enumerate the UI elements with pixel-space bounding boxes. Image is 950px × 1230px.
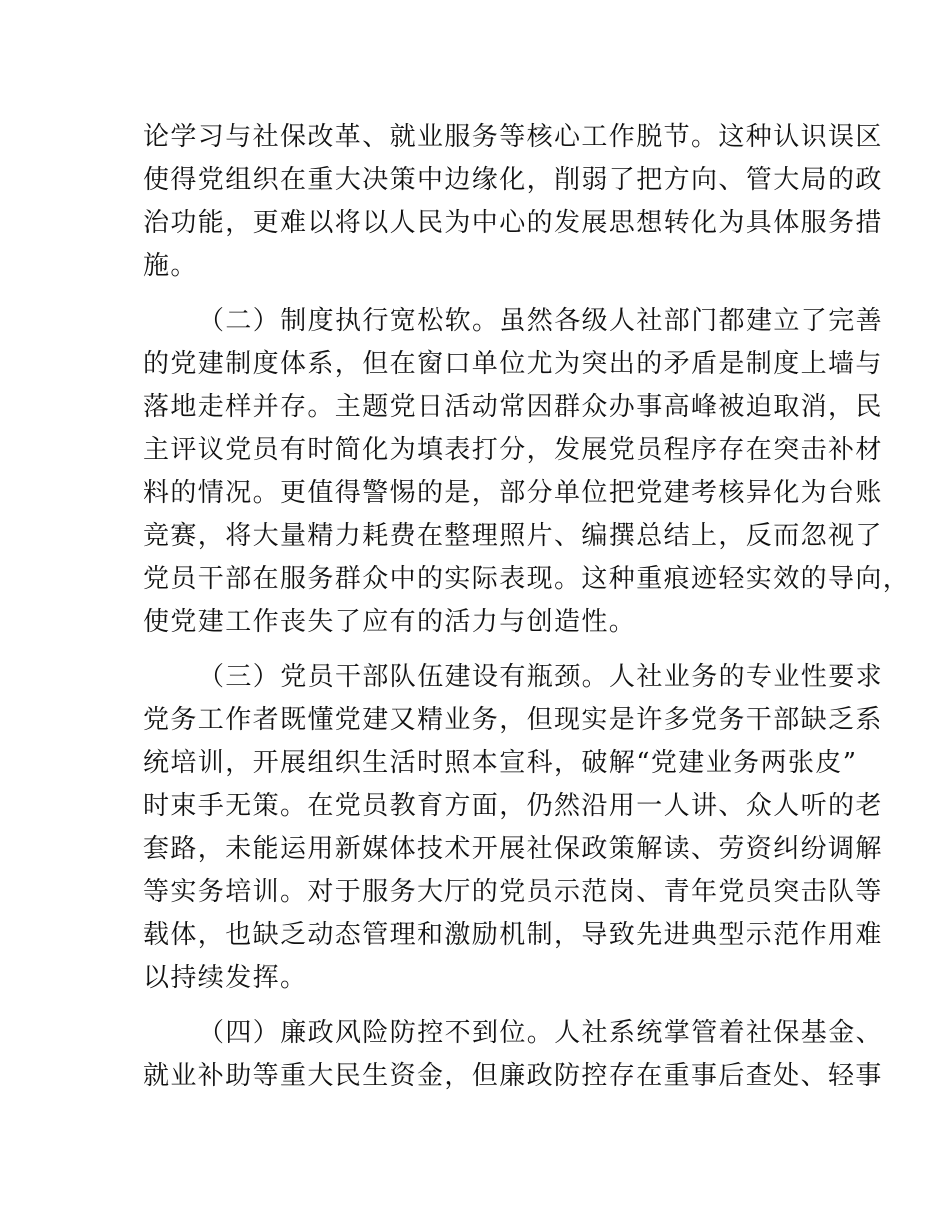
- text-line: （三）党员干部队伍建设有瓶颈。人社业务的专业性要求: [198, 662, 884, 692]
- text-line: 的党建制度体系，但在窗口单位尤为突出的矛盾是制度上墙与: [143, 349, 883, 379]
- text-line: 治功能，更难以将以人民为中心的发展思想转化为具体服务措: [143, 208, 883, 238]
- text-line: 统培训，开展组织生活时照本宣科，破解“党建业务两张皮”: [143, 748, 858, 778]
- text-line: 以持续发挥。: [143, 963, 308, 993]
- paragraph-4: [143, 1012, 884, 1098]
- text-line: 载体，也缺乏动态管理和激励机制，导致先进典型示范作用难: [143, 920, 883, 950]
- text-line: 就业补助等重大民生资金，但廉政防控存在重事后查处、轻事: [143, 1061, 883, 1091]
- text-line: （四）廉政风险防控不到位。人社系统掌管着社保基金、: [198, 1018, 884, 1048]
- text-line: 套路，未能运用新媒体技术开展社保政策解读、劳资纠纷调解: [143, 834, 883, 864]
- text-line: 使党建工作丧失了应有的活力与创造性。: [143, 607, 637, 637]
- text-line: 竞赛，将大量精力耗费在整理照片、编撰总结上，反而忽视了: [143, 521, 883, 551]
- paragraph-1: [143, 116, 883, 288]
- text-line: 党务工作者既懂党建又精业务，但现实是许多党务干部缺乏系: [143, 705, 883, 735]
- paragraph-2: [143, 300, 911, 644]
- text-line: 落地走样并存。主题党日活动常因群众办事高峰被迫取消，民: [143, 392, 883, 422]
- text-line: 党员干部在服务群众中的实际表现。这种重痕迹轻实效的导向，: [143, 564, 911, 594]
- text-line: 时束手无策。在党员教育方面，仍然沿用一人讲、众人听的老: [143, 791, 883, 821]
- text-line: 料的情况。更值得警惕的是，部分单位把党建考核异化为台账: [143, 478, 883, 508]
- document-body: [143, 116, 911, 1110]
- paragraph-3: [143, 656, 884, 1000]
- text-line: 等实务培训。对于服务大厅的党员示范岗、青年党员突击队等: [143, 877, 883, 907]
- text-line: 使得党组织在重大决策中边缘化，削弱了把方向、管大局的政: [143, 165, 883, 195]
- text-line: 主评议党员有时简化为填表打分，发展党员程序存在突击补材: [143, 435, 883, 465]
- text-line: 施。: [143, 251, 198, 281]
- text-line: （二）制度执行宽松软。虽然各级人社部门都建立了完善: [198, 306, 884, 336]
- text-line: 论学习与社保改革、就业服务等核心工作脱节。这种认识误区: [143, 122, 883, 152]
